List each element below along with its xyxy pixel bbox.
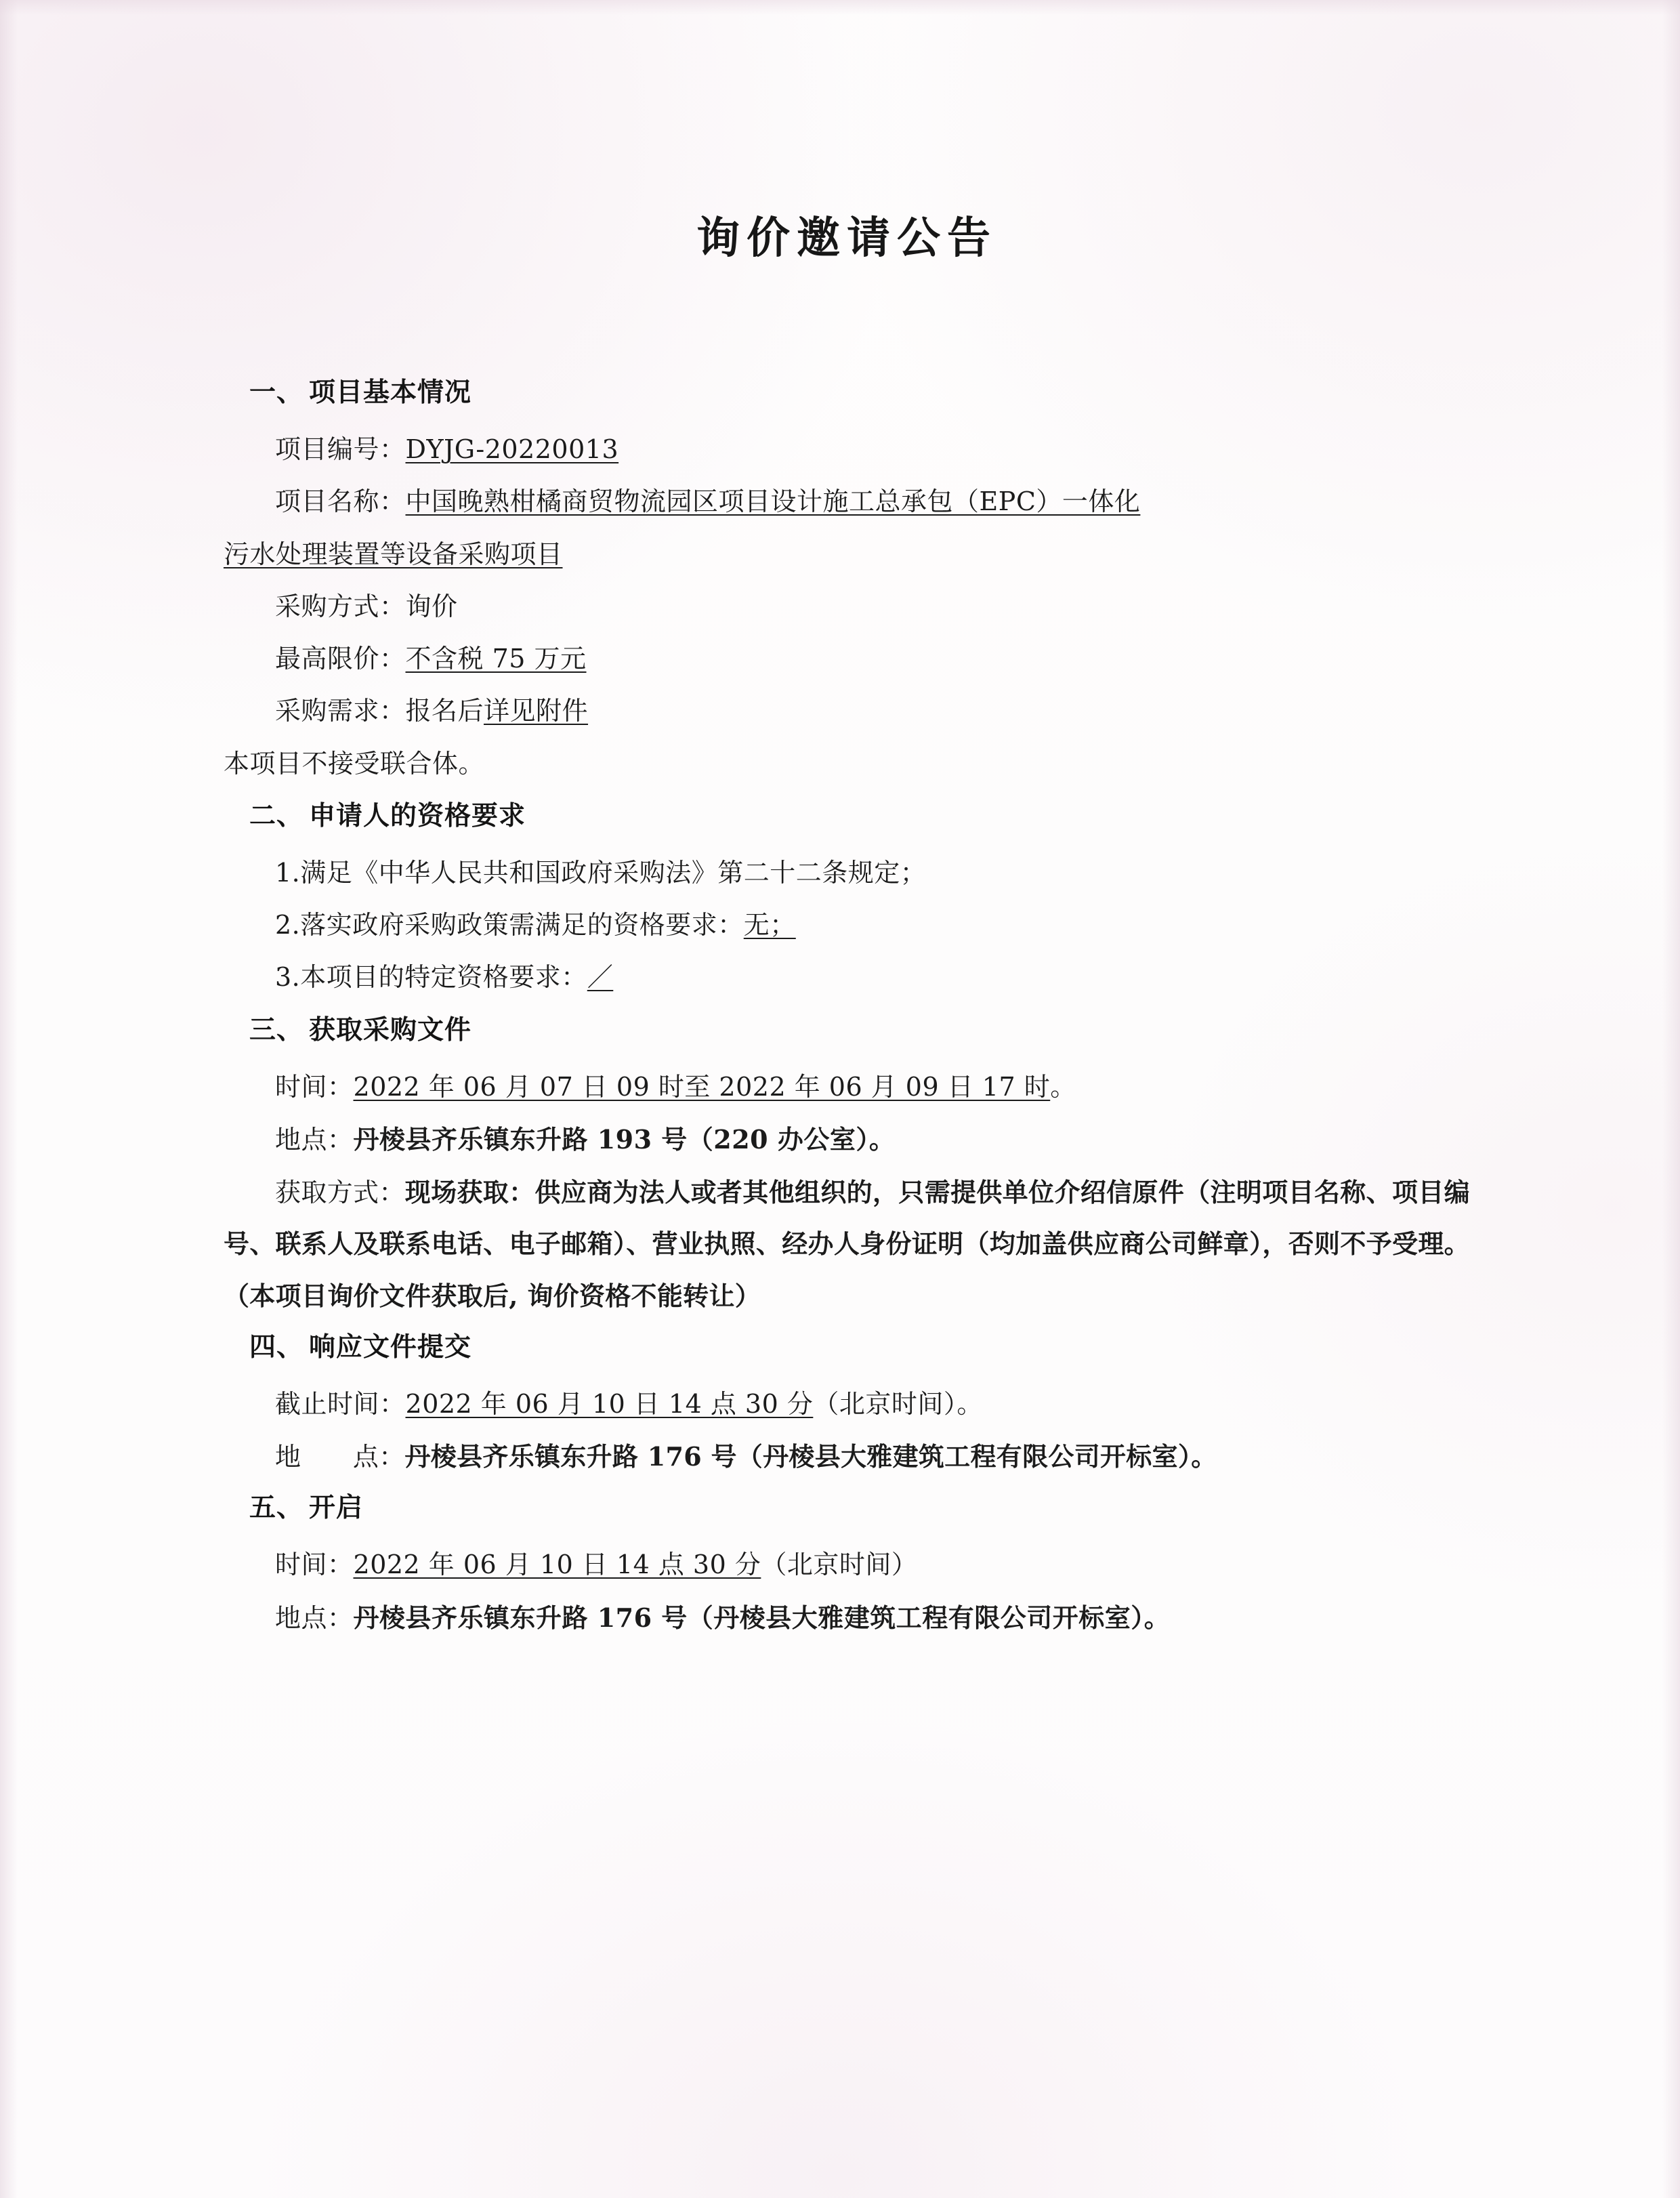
field-doc-acquire-method-value: 现场获取：供应商为法人或者其他组织的，只需提供单位介绍信原件（注明项目名称、项目编号、联系人及联系电话、电子邮箱）、营业执照、经办人身份证明（均加盖供应商公司鲜章），否则不予受理。（本项目询价文件获取后, 询价资格不能转让）	[224, 1177, 1470, 1311]
field-doc-acquire-time-value: 2022 年 06 月 07 日 09 时至 2022 年 06 月 09 日 17 时	[353, 1071, 1051, 1102]
section-title-1: 项目基本情况	[309, 377, 472, 408]
field-max-price	[224, 634, 1470, 684]
field-doc-acquire-place	[224, 1114, 1470, 1165]
section-title-5: 开启	[309, 1492, 364, 1524]
field-project-name-cont	[224, 529, 1470, 580]
section-number-5: 五、	[249, 1492, 304, 1524]
section-number-2: 二、	[249, 800, 304, 831]
qualification-item-3-text: 3.本项目的特定资格要求：	[275, 962, 587, 993]
field-doc-acquire-place-value: 丹棱县齐乐镇东升路 193 号（220 办公室）。	[353, 1123, 896, 1155]
page-edge-shadow-right	[1662, 0, 1680, 2198]
section-number-1: 一、	[249, 377, 304, 408]
qualification-item-3-value: ／	[587, 962, 614, 993]
section-title-4: 响应文件提交	[309, 1331, 472, 1363]
field-submission-place-value: 丹棱县齐乐镇东升路 176 号（丹棱县大雅建筑工程有限公司开标室）。	[404, 1441, 1217, 1472]
field-procurement-demand-attachment-link[interactable]: 详见附件	[484, 696, 589, 726]
section-title-2: 申请人的资格要求	[309, 800, 526, 831]
field-doc-acquire-method-label: 获取方式：	[275, 1178, 405, 1208]
field-project-name-value-line2: 污水处理装置等设备采购项目	[224, 539, 563, 569]
section-heading-5	[224, 1482, 1470, 1533]
section-heading-1	[224, 367, 1470, 417]
qualification-item-2	[224, 900, 1470, 951]
qualification-item-1: 1.满足《中华人民共和国政府采购法》第二十二条规定；	[275, 857, 927, 888]
field-doc-acquire-time-label: 时间：	[275, 1071, 354, 1102]
field-doc-acquire-time	[224, 1062, 1470, 1113]
field-procurement-method-value: 询价	[405, 591, 458, 621]
field-submission-deadline-label: 截止时间：	[275, 1388, 406, 1419]
field-procurement-method	[224, 581, 1470, 632]
field-opening-time-label: 时间：	[275, 1550, 354, 1580]
qualification-item-2-text: 2.落实政府采购政策需满足的资格要求：	[275, 910, 744, 940]
field-submission-place	[224, 1431, 1470, 1482]
field-opening-place-value: 丹棱县齐乐镇东升路 176 号（丹棱县大雅建筑工程有限公司开标室）。	[353, 1602, 1171, 1633]
page-edge-shadow-left	[0, 0, 18, 2198]
field-opening-place-label: 地点：	[275, 1602, 354, 1633]
field-submission-deadline-tail: （北京时间）。	[813, 1388, 983, 1419]
section-heading-3	[224, 1005, 1470, 1055]
qualification-item-3	[224, 952, 1470, 1003]
section-heading-4	[224, 1322, 1470, 1372]
section-title-3: 获取采购文件	[309, 1014, 472, 1045]
section-number-4: 四、	[249, 1331, 304, 1363]
page-edge-shadow-top	[0, 0, 1680, 15]
field-doc-acquire-method	[224, 1167, 1470, 1322]
field-procurement-demand	[224, 686, 1470, 737]
field-max-price-value: 不含税 75 万元	[405, 644, 587, 674]
field-opening-time	[224, 1539, 1470, 1590]
field-max-price-label: 最高限价：	[275, 644, 406, 674]
section-number-3: 三、	[249, 1014, 304, 1045]
field-project-code	[224, 424, 1470, 475]
field-procurement-demand-label: 采购需求：	[275, 696, 406, 726]
document-content	[224, 203, 1470, 1645]
field-project-name	[224, 476, 1470, 527]
field-project-code-label: 项目编号：	[275, 434, 406, 465]
field-doc-acquire-place-label: 地点：	[275, 1124, 354, 1155]
field-project-name-value-line1: 中国晚熟柑橘商贸物流园区项目设计施工总承包（EPC）一体化	[405, 486, 1141, 517]
field-procurement-demand-value: 报名后	[405, 696, 484, 726]
note-no-consortium: 本项目不接受联合体。	[224, 748, 485, 779]
field-doc-acquire-time-tail: 。	[1050, 1071, 1076, 1102]
field-project-code-value: DYJG-20220013	[405, 434, 619, 465]
section-heading-2	[224, 791, 1470, 841]
field-procurement-method-label: 采购方式：	[275, 591, 406, 621]
field-submission-deadline	[224, 1379, 1470, 1430]
field-opening-time-tail: （北京时间）	[761, 1550, 918, 1580]
qualification-item-2-value: 无；	[743, 910, 796, 940]
field-submission-place-label: 地 点：	[275, 1442, 405, 1472]
field-submission-deadline-value: 2022 年 06 月 10 日 14 点 30 分	[405, 1388, 814, 1419]
field-opening-time-value: 2022 年 06 月 10 日 14 点 30 分	[353, 1550, 761, 1580]
field-opening-place	[224, 1592, 1470, 1644]
page-title: 询价邀请公告	[696, 213, 997, 264]
field-project-name-label: 项目名称：	[275, 486, 406, 517]
